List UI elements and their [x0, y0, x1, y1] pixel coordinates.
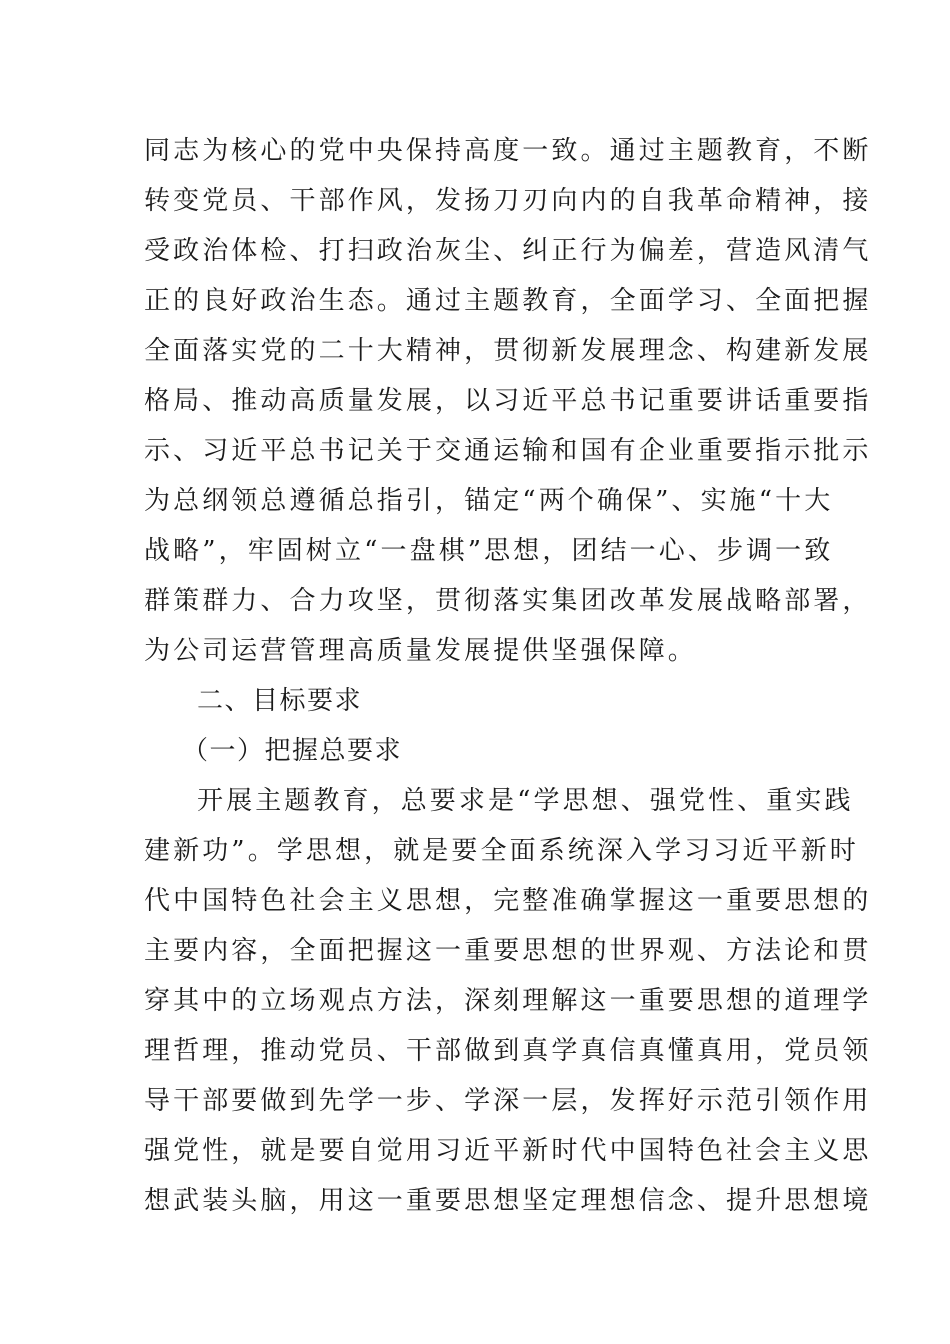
paragraph-line: 示、习近平总书记关于交通运输和国有企业重要指示批示: [144, 436, 872, 466]
subsection-heading: （一）把握总要求: [182, 736, 403, 766]
paragraph-line: 为总纲领总遵循总指引，锚定“两个确保”、实施“十大: [144, 486, 834, 516]
paragraph-line: 战略”，牢固树立“一盘棋”思想，团结一心、步调一致: [144, 536, 834, 566]
paragraph-line: 开展主题教育，总要求是“学思想、强党性、重实践: [197, 786, 854, 816]
paragraph-line: 为公司运营管理高质量发展提供坚强保障。: [144, 636, 697, 666]
paragraph-line: 强党性，就是要自觉用习近平新时代中国特色社会主义思: [144, 1136, 872, 1166]
paragraph-line: 理哲理，推动党员、干部做到真学真信真懂真用，党员领: [144, 1036, 872, 1066]
paragraph-line: 格局、推动高质量发展，以习近平总书记重要讲话重要指: [144, 386, 872, 416]
paragraph-line: 主要内容，全面把握这一重要思想的世界观、方法论和贯: [144, 936, 872, 966]
paragraph-line: 正的良好政治生态。通过主题教育，全面学习、全面把握: [144, 286, 872, 316]
section-heading: 二、目标要求: [197, 686, 363, 716]
paragraph-line: 受政治体检、打扫政治灰尘、纠正行为偏差，营造风清气: [144, 236, 872, 266]
paragraph-line: 同志为核心的党中央保持高度一致。通过主题教育，不断: [144, 136, 872, 166]
paragraph-line: 想武装头脑，用这一重要思想坚定理想信念、提升思想境: [144, 1186, 872, 1216]
paragraph-line: 穿其中的立场观点方法，深刻理解这一重要思想的道理学: [144, 986, 872, 1016]
paragraph-line: 代中国特色社会主义思想，完整准确掌握这一重要思想的: [144, 886, 872, 916]
paragraph-line: 导干部要做到先学一步、学深一层，发挥好示范引领作用: [144, 1086, 872, 1116]
paragraph-line: 群策群力、合力攻坚，贯彻落实集团改革发展战略部署，: [144, 586, 872, 616]
paragraph-line: 全面落实党的二十大精神，贯彻新发展理念、构建新发展: [144, 336, 872, 366]
paragraph-line: 建新功”。学思想，就是要全面系统深入学习习近平新时: [144, 836, 859, 866]
paragraph-line: 转变党员、干部作风，发扬刀刃向内的自我革命精神，接: [144, 186, 872, 216]
